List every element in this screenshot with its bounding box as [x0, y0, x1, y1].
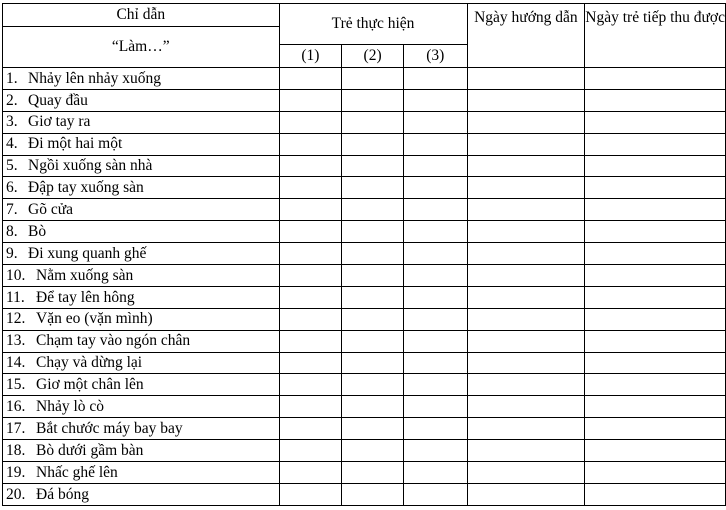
item-text: Đập tay xuống sàn [28, 179, 144, 197]
instruction-item [3, 352, 280, 374]
instruction-item [3, 133, 280, 155]
item-number: 7. [6, 201, 18, 219]
trial-2-cell[interactable] [342, 243, 404, 265]
date-acquired-cell[interactable] [585, 265, 726, 287]
trial-1-cell[interactable] [279, 418, 342, 440]
date-acquired-cell[interactable] [585, 155, 726, 177]
item-number: 13. [6, 332, 26, 350]
item-number: 1. [6, 69, 18, 87]
instruction-item [3, 265, 280, 287]
date-acquired-cell[interactable] [585, 221, 726, 243]
trial-3-cell[interactable] [403, 199, 467, 221]
instruction-subheader: “Làm…” [3, 27, 280, 68]
item-number: 4. [6, 135, 18, 153]
trial-3-cell[interactable] [403, 330, 467, 352]
item-text: Bắt chước máy bay bay [36, 419, 183, 437]
instruction-item [3, 374, 280, 396]
trial-1-cell[interactable] [279, 155, 342, 177]
trial-3-cell[interactable] [403, 265, 467, 287]
trial-1-cell[interactable] [279, 221, 342, 243]
trial-2-cell[interactable] [342, 352, 404, 374]
trial-3-header: (3) [403, 45, 467, 68]
trial-1-cell[interactable] [279, 177, 342, 199]
trial-2-cell[interactable] [342, 462, 404, 484]
trial-2-cell[interactable] [342, 308, 404, 330]
trial-2-cell[interactable] [342, 221, 404, 243]
instruction-item [3, 68, 280, 90]
trial-3-cell[interactable] [403, 155, 467, 177]
item-text: Để tay lên hông [36, 288, 135, 306]
item-number: 20. [6, 485, 26, 503]
item-text: Nhảy lên nhảy xuống [28, 69, 162, 87]
date-instructed-cell[interactable] [467, 308, 585, 330]
trial-1-cell[interactable] [279, 68, 342, 90]
date-instructed-cell[interactable] [467, 89, 585, 111]
item-text: Chạm tay vào ngón chân [36, 332, 191, 350]
item-text: Vặn eo (vặn mình) [36, 310, 153, 328]
instruction-item [3, 199, 280, 221]
trial-1-cell[interactable] [279, 352, 342, 374]
item-text: Bò [28, 222, 47, 240]
date-acquired-cell[interactable] [585, 243, 726, 265]
trial-3-cell[interactable] [403, 352, 467, 374]
trial-2-cell[interactable] [342, 330, 404, 352]
trial-1-cell[interactable] [279, 286, 342, 308]
trial-3-cell[interactable] [403, 177, 467, 199]
trial-2-cell[interactable] [342, 68, 404, 90]
instruction-tracking-table [2, 3, 726, 506]
table-row [3, 396, 726, 418]
date-instructed-cell[interactable] [467, 243, 585, 265]
trial-1-cell[interactable] [279, 265, 342, 287]
table-row [3, 89, 726, 111]
date-acquired-cell[interactable] [585, 89, 726, 111]
table-row [3, 286, 726, 308]
table-row [3, 68, 726, 90]
trial-1-cell[interactable] [279, 396, 342, 418]
trial-3-cell[interactable] [403, 286, 467, 308]
item-text: Chạy và dừng lại [36, 354, 143, 372]
table-row [3, 155, 726, 177]
date-instructed-cell[interactable] [467, 265, 585, 287]
table-row [3, 374, 726, 396]
trial-1-cell[interactable] [279, 308, 342, 330]
item-text: Ngồi xuống sàn nhà [28, 157, 153, 175]
date-instructed-cell[interactable] [467, 330, 585, 352]
child-performs-header: Trẻ thực hiện [279, 4, 467, 45]
date-instructed-cell[interactable] [467, 396, 585, 418]
date-instructed-cell[interactable] [467, 111, 585, 133]
item-number: 6. [6, 179, 18, 197]
trial-2-cell[interactable] [342, 89, 404, 111]
date-acquired-cell[interactable] [585, 483, 726, 505]
instruction-item [3, 330, 280, 352]
table-row [3, 462, 726, 484]
item-number: 3. [6, 113, 18, 131]
date-instructed-cell[interactable] [467, 199, 585, 221]
instruction-item [3, 286, 280, 308]
item-number: 10. [6, 266, 26, 284]
trial-1-cell[interactable] [279, 462, 342, 484]
trial-1-cell[interactable] [279, 374, 342, 396]
item-number: 8. [6, 222, 18, 240]
instruction-item [3, 89, 280, 111]
trial-2-cell[interactable] [342, 265, 404, 287]
date-acquired-cell[interactable] [585, 330, 726, 352]
item-number: 12. [6, 310, 26, 328]
item-number: 9. [6, 244, 18, 262]
instruction-item [3, 396, 280, 418]
item-text: Nhảy lò cò [36, 398, 105, 416]
trial-3-cell[interactable] [403, 483, 467, 505]
trial-2-cell[interactable] [342, 374, 404, 396]
instruction-header: Chỉ dẫn [3, 4, 280, 27]
trial-3-cell[interactable] [403, 396, 467, 418]
date-acquired-cell[interactable] [585, 462, 726, 484]
date-acquired-cell[interactable] [585, 374, 726, 396]
item-text: Đi xung quanh ghế [28, 244, 147, 262]
date-instructed-cell[interactable] [467, 133, 585, 155]
item-number: 5. [6, 157, 18, 175]
trial-3-cell[interactable] [403, 221, 467, 243]
item-text: Nhấc ghế lên [36, 463, 118, 481]
item-number: 19. [6, 463, 26, 481]
instruction-item [3, 308, 280, 330]
date-acquired-cell[interactable] [585, 286, 726, 308]
trial-1-cell[interactable] [279, 243, 342, 265]
trial-2-cell[interactable] [342, 199, 404, 221]
date-instructed-header: Ngày hướng dẫn [467, 4, 585, 68]
date-instructed-cell[interactable] [467, 155, 585, 177]
trial-2-cell[interactable] [342, 111, 404, 133]
trial-3-cell[interactable] [403, 374, 467, 396]
trial-2-cell[interactable] [342, 155, 404, 177]
trial-2-cell[interactable] [342, 177, 404, 199]
item-number: 14. [6, 354, 26, 372]
date-acquired-cell[interactable] [585, 68, 726, 90]
instruction-item [3, 177, 280, 199]
table-row [3, 330, 726, 352]
trial-1-cell[interactable] [279, 483, 342, 505]
date-instructed-cell[interactable] [467, 440, 585, 462]
date-acquired-cell[interactable] [585, 396, 726, 418]
date-acquired-cell[interactable] [585, 111, 726, 133]
date-instructed-cell[interactable] [467, 352, 585, 374]
trial-2-cell[interactable] [342, 440, 404, 462]
table-row [3, 221, 726, 243]
date-acquired-header: Ngày trẻ tiếp thu được [585, 4, 726, 68]
instruction-item [3, 483, 280, 505]
instruction-item [3, 418, 280, 440]
date-acquired-cell[interactable] [585, 308, 726, 330]
item-text: Đi một hai một [28, 135, 123, 153]
trial-2-cell[interactable] [342, 483, 404, 505]
trial-3-cell[interactable] [403, 68, 467, 90]
item-number: 15. [6, 376, 26, 394]
trial-3-cell[interactable] [403, 133, 467, 155]
date-instructed-cell[interactable] [467, 221, 585, 243]
table-row [3, 133, 726, 155]
date-acquired-cell[interactable] [585, 440, 726, 462]
instruction-item [3, 243, 280, 265]
item-number: 11. [6, 288, 25, 306]
trial-2-cell[interactable] [342, 396, 404, 418]
date-instructed-cell[interactable] [467, 68, 585, 90]
item-number: 2. [6, 91, 18, 109]
trial-3-cell[interactable] [403, 440, 467, 462]
item-number: 16. [6, 398, 26, 416]
table-row [3, 418, 726, 440]
instruction-item [3, 155, 280, 177]
date-acquired-cell[interactable] [585, 199, 726, 221]
trial-3-cell[interactable] [403, 462, 467, 484]
trial-2-header: (2) [342, 45, 404, 68]
date-instructed-cell[interactable] [467, 462, 585, 484]
item-text: Quay đầu [28, 91, 88, 109]
item-number: 17. [6, 419, 26, 437]
date-instructed-cell[interactable] [467, 483, 585, 505]
trial-3-cell[interactable] [403, 308, 467, 330]
instruction-item [3, 221, 280, 243]
table-row [3, 352, 726, 374]
table-row [3, 308, 726, 330]
table-row [3, 243, 726, 265]
trial-2-cell[interactable] [342, 418, 404, 440]
date-instructed-cell[interactable] [467, 374, 585, 396]
trial-3-cell[interactable] [403, 89, 467, 111]
item-text: Đá bóng [36, 485, 89, 503]
item-text: Nằm xuống sàn [36, 266, 134, 284]
date-acquired-cell[interactable] [585, 418, 726, 440]
trial-3-cell[interactable] [403, 418, 467, 440]
trial-3-cell[interactable] [403, 243, 467, 265]
date-acquired-cell[interactable] [585, 177, 726, 199]
item-text: Gõ cửa [28, 201, 73, 219]
trial-1-cell[interactable] [279, 330, 342, 352]
instruction-item [3, 462, 280, 484]
trial-1-cell[interactable] [279, 89, 342, 111]
table-row [3, 111, 726, 133]
table-row [3, 440, 726, 462]
date-acquired-cell[interactable] [585, 352, 726, 374]
trial-1-header: (1) [279, 45, 342, 68]
trial-3-cell[interactable] [403, 111, 467, 133]
item-text: Giơ một chân lên [36, 376, 144, 394]
date-acquired-cell[interactable] [585, 133, 726, 155]
trial-2-cell[interactable] [342, 286, 404, 308]
table-row [3, 177, 726, 199]
item-text: Bò dưới gầm bàn [36, 441, 144, 459]
trial-1-cell[interactable] [279, 111, 342, 133]
date-instructed-cell[interactable] [467, 286, 585, 308]
item-number: 18. [6, 441, 26, 459]
item-text: Giơ tay ra [28, 113, 91, 131]
instruction-item [3, 440, 280, 462]
trial-1-cell[interactable] [279, 440, 342, 462]
table-row [3, 265, 726, 287]
trial-2-cell[interactable] [342, 133, 404, 155]
instruction-item [3, 111, 280, 133]
table-row [3, 199, 726, 221]
table-row [3, 483, 726, 505]
date-instructed-cell[interactable] [467, 418, 585, 440]
trial-1-cell[interactable] [279, 133, 342, 155]
trial-1-cell[interactable] [279, 199, 342, 221]
date-instructed-cell[interactable] [467, 177, 585, 199]
